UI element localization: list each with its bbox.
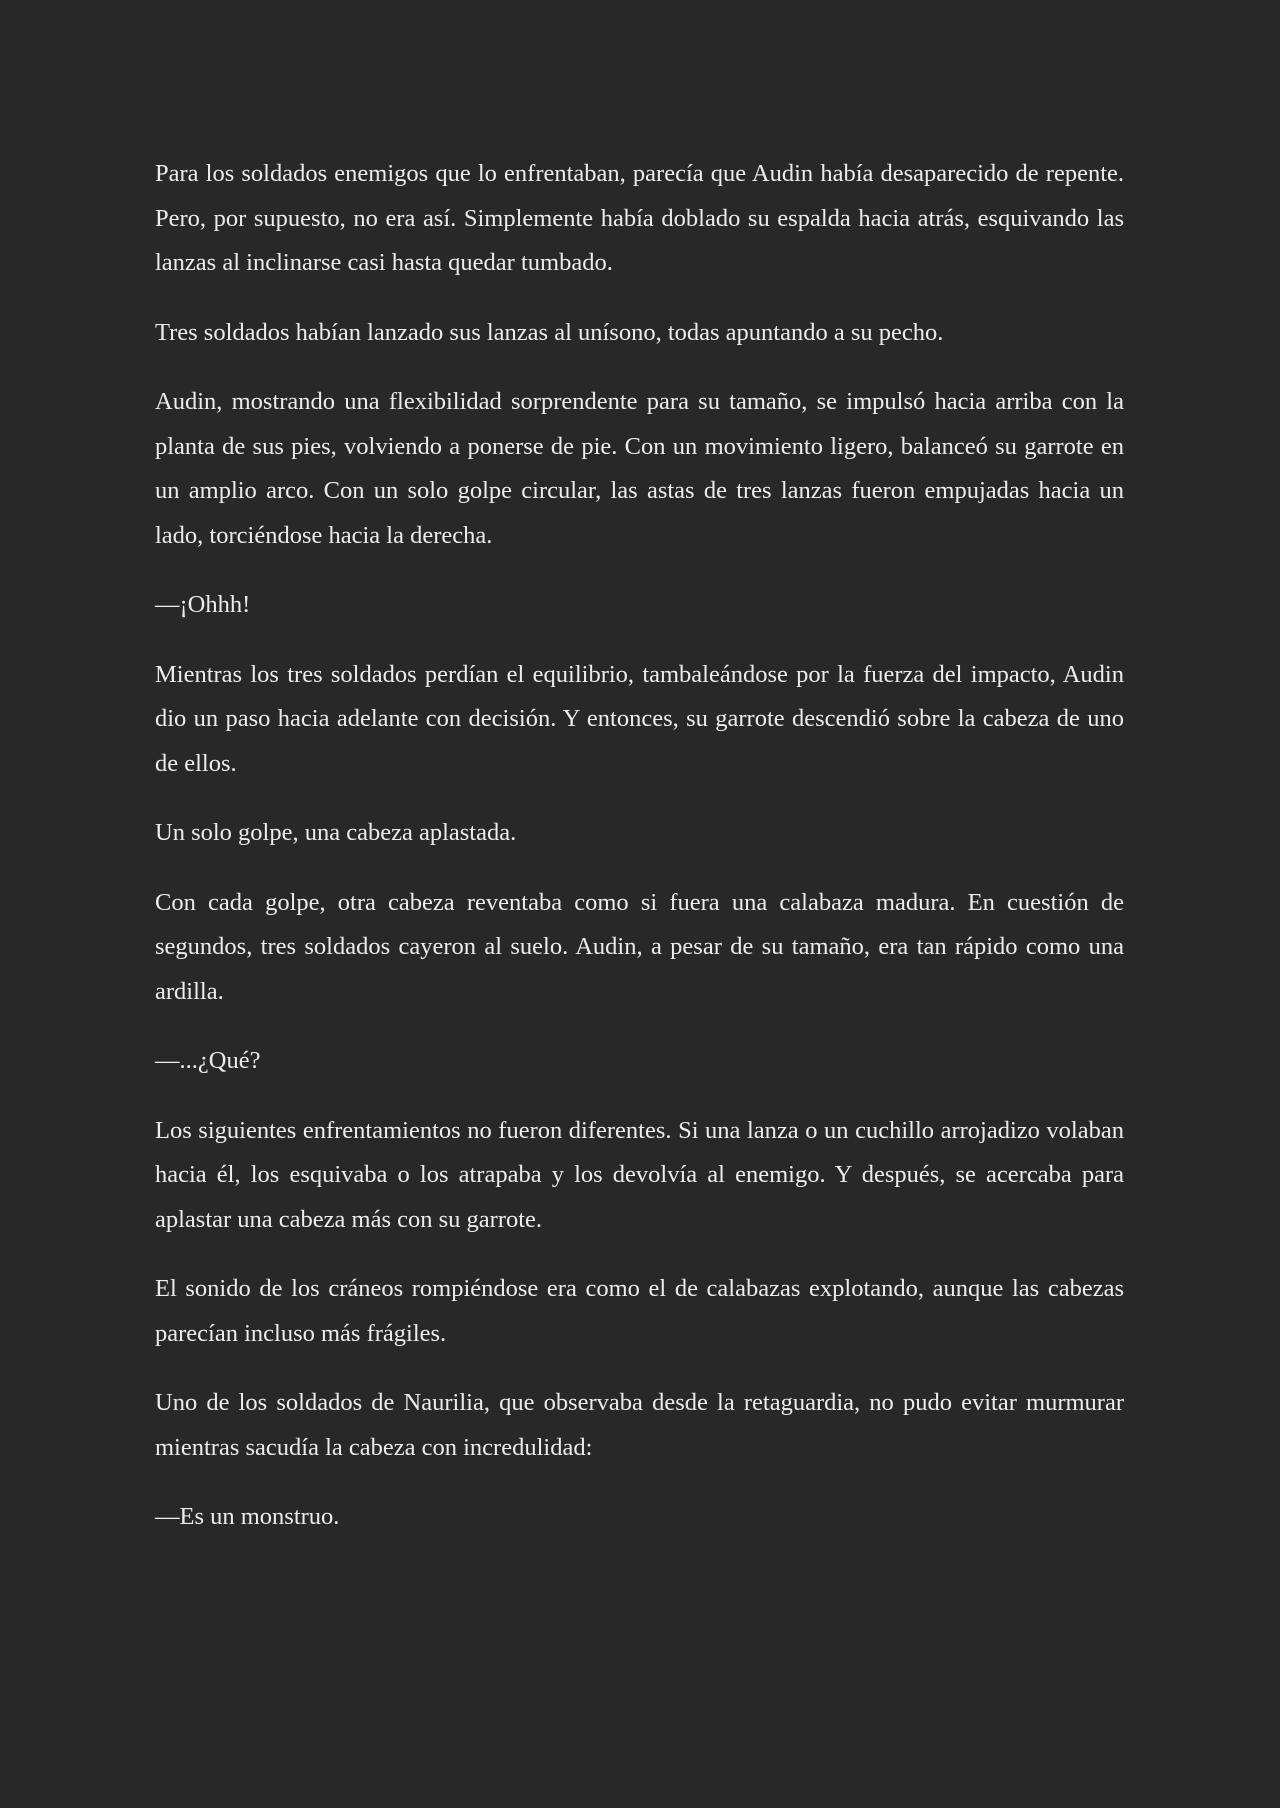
paragraph: Los siguientes enfrentamientos no fueron diferentes. Si una lanza o un cuchillo arrojadizo volaban hacia él, los esquivaba o los atrapaba y los devolvía al enemigo. Y después, se acercaba para aplastar una cabeza más con su garrote. <box>155 1116 1124 1233</box>
paragraph: Con cada golpe, otra cabeza reventaba como si fuera una calabaza madura. En cuestión de segundos, tres soldados cayeron al suelo. Audin, a pesar de su tamaño, era tan rápido como una ardilla. <box>155 888 1124 1005</box>
dialogue-line: —...¿Qué? <box>155 1047 261 1074</box>
paragraph: El sonido de los cráneos rompiéndose era como el de calabazas explotando, aunque las cabezas parecían incluso más frágiles. <box>155 1275 1124 1347</box>
paragraph: Mientras los tres soldados perdían el equilibrio, tambaleándose por la fuerza del impacto, Audin dio un paso hacia adelante con decisión. Y entonces, su garrote descendió sobre la cabeza de uno de ellos. <box>155 660 1124 777</box>
paragraph: Un solo golpe, una cabeza aplastada. <box>155 819 517 846</box>
paragraph: Audin, mostrando una flexibilidad sorprendente para su tamaño, se impulsó hacia arriba con la planta de sus pies, volviendo a ponerse de pie. Con un movimiento ligero, balanceó su garrote en un amplio arco. Con un solo golpe circular, las astas de tres lanzas fueron empujadas hacia un lado, torciéndose hacia la derecha. <box>155 388 1124 549</box>
paragraph: Uno de los soldados de Naurilia, que observaba desde la retaguardia, no pudo evitar murmurar mientras sacudía la cabeza con incredulidad: <box>155 1389 1124 1461</box>
dialogue-line: —Es un monstruo. <box>155 1503 340 1530</box>
paragraph: Para los soldados enemigos que lo enfrentaban, parecía que Audin había desaparecido de repente. Pero, por supuesto, no era así. Simplemente había doblado su espalda hacia atrás, esquivando las lanzas al inclinarse casi hasta quedar tumbado. <box>155 160 1124 276</box>
dialogue-line: —¡Ohhh! <box>155 591 251 618</box>
reading-page <box>155 152 1124 1565</box>
paragraph: Tres soldados habían lanzado sus lanzas al unísono, todas apuntando a su pecho. <box>155 318 944 346</box>
